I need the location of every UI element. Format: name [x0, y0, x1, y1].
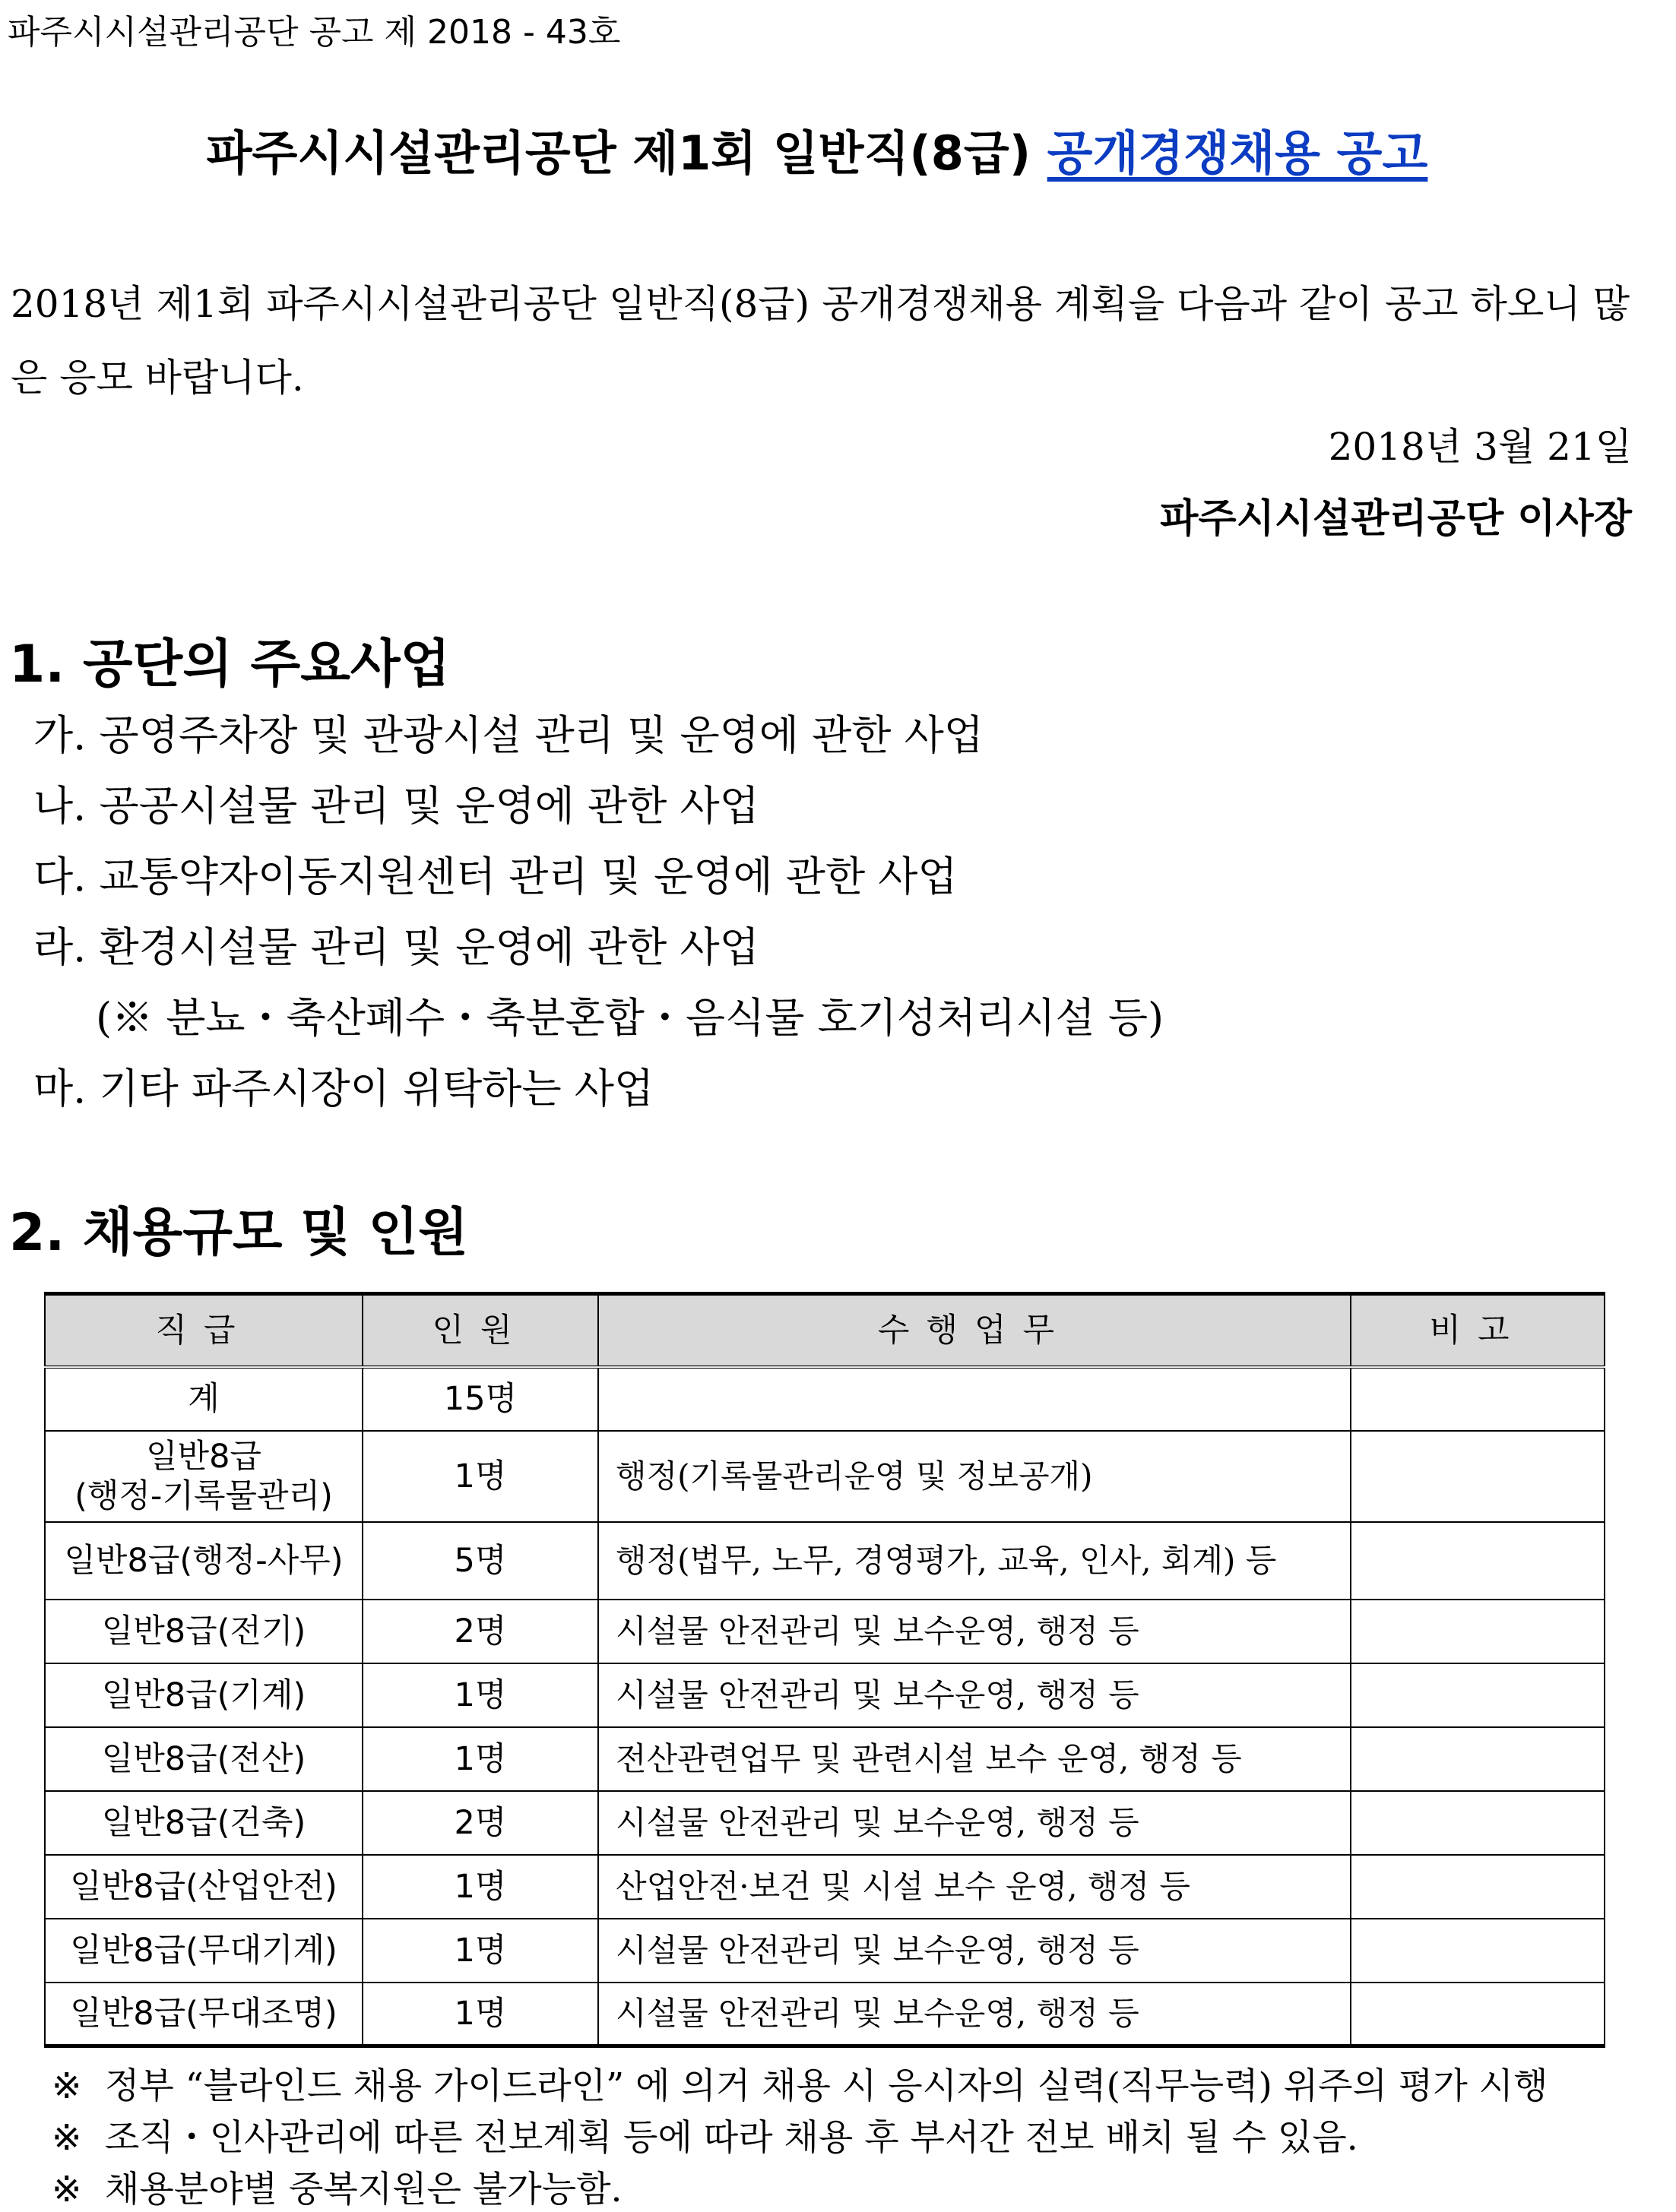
cell-count: 1명 — [363, 1431, 598, 1522]
footnote — [52, 2058, 1548, 2109]
cell-note — [1351, 1431, 1605, 1522]
cell-note — [1351, 1663, 1605, 1727]
cell-count: 1명 — [363, 1855, 598, 1919]
table-row — [45, 1855, 1605, 1919]
header-note: 비고 — [1351, 1294, 1605, 1367]
business-item: 다. 교통약자이동지원센터 관리 및 운영에 관한 사업 — [33, 853, 958, 900]
cell-note — [1351, 1791, 1605, 1855]
notice-number: 파주시시설관리공단 공고 제 2018 - 43호 — [8, 13, 621, 52]
table-header-row — [45, 1294, 1605, 1367]
cell-grade-line1: 일반8급 — [146, 1437, 261, 1476]
table-row — [45, 1522, 1605, 1600]
cell-grade: 일반8급(기계) — [45, 1663, 363, 1727]
footnote-text: 정부 “블라인드 채용 가이드라인” 에 의거 채용 시 응시자의 실력(직무능력) 위주의 평가 시행 — [105, 2065, 1548, 2107]
issuer-name: 파주시시설관리공단 이사장 — [1160, 496, 1632, 542]
cell-note — [1351, 1983, 1605, 2046]
reference-mark-icon: ※ — [52, 2117, 82, 2159]
business-item: 나. 공공시설물 관리 및 운영에 관한 사업 — [33, 782, 759, 830]
cell-grade: 계 — [45, 1367, 363, 1431]
footnote-text: 조직・인사관리에 따른 전보계획 등에 따라 채용 후 부서간 전보 배치 될 수 있음. — [105, 2117, 1358, 2159]
cell-count: 15명 — [363, 1367, 598, 1431]
business-item: 라. 환경시설물 관리 및 운영에 관한 사업 — [33, 923, 759, 971]
cell-duty: 시설물 안전관리 및 보수운영, 행정 등 — [598, 1791, 1351, 1855]
cell-count: 2명 — [363, 1600, 598, 1663]
cell-count: 1명 — [363, 1983, 598, 2046]
cell-duty: 행정(기록물관리운영 및 정보공개) — [598, 1431, 1351, 1522]
cell-count: 1명 — [363, 1663, 598, 1727]
cell-duty: 시설물 안전관리 및 보수운영, 행정 등 — [598, 1983, 1351, 2046]
footnote — [52, 2161, 622, 2212]
cell-duty — [598, 1367, 1351, 1431]
cell-count: 1명 — [363, 1727, 598, 1791]
cell-duty: 산업안전·보건 및 시설 보수 운영, 행정 등 — [598, 1855, 1351, 1919]
cell-duty: 전산관련업무 및 관련시설 보수 운영, 행정 등 — [598, 1727, 1351, 1791]
cell-grade: 일반8급(전산) — [45, 1727, 363, 1791]
title-link[interactable]: 공개경쟁채용 공고 — [1047, 125, 1428, 181]
business-item-note: (※ 분뇨・축산폐수・축분혼합・음식물 호기성처리시설 등) — [96, 994, 1164, 1042]
cell-grade: 일반8급(무대기계) — [45, 1919, 363, 1983]
cell-grade: 일반8급(산업안전) — [45, 1855, 363, 1919]
footnote — [52, 2109, 1358, 2160]
reference-mark-icon: ※ — [52, 2169, 82, 2210]
reference-mark-icon: ※ — [52, 2065, 82, 2107]
title-main: 파주시시설관리공단 제1회 일반직(8급) — [206, 125, 1047, 181]
table-row — [45, 1919, 1605, 1983]
cell-duty: 시설물 안전관리 및 보수운영, 행정 등 — [598, 1663, 1351, 1727]
footnote-text: 채용분야별 중복지원은 불가능함. — [105, 2169, 623, 2210]
section1-title: 1. 공단의 주요사업 — [9, 634, 451, 695]
cell-note — [1351, 1367, 1605, 1431]
table-row — [45, 1431, 1605, 1522]
cell-count: 5명 — [363, 1522, 598, 1600]
table-row — [45, 1727, 1605, 1791]
table-row — [45, 1663, 1605, 1727]
cell-note — [1351, 1522, 1605, 1600]
cell-count: 2명 — [363, 1791, 598, 1855]
notice-date: 2018년 3월 21일 — [1328, 425, 1632, 469]
cell-note — [1351, 1919, 1605, 1983]
cell-grade: 일반8급(전기) — [45, 1600, 363, 1663]
cell-note — [1351, 1727, 1605, 1791]
cell-note — [1351, 1600, 1605, 1663]
business-item: 마. 기타 파주시장이 위탁하는 사업 — [33, 1065, 654, 1112]
header-duty: 수행업무 — [598, 1294, 1351, 1367]
document-title — [0, 116, 1634, 183]
cell-duty: 시설물 안전관리 및 보수운영, 행정 등 — [598, 1919, 1351, 1983]
table-row — [45, 1600, 1605, 1663]
business-item: 가. 공영주차장 및 관광시설 관리 및 운영에 관한 사업 — [33, 711, 984, 759]
table-row — [45, 1983, 1605, 2046]
section2-title: 2. 채용규모 및 인원 — [9, 1203, 468, 1263]
cell-grade-line2: (행정-기록물관리) — [74, 1476, 333, 1515]
cell-duty: 행정(법무, 노무, 경영평가, 교육, 인사, 회계) 등 — [598, 1522, 1351, 1600]
header-grade: 직급 — [45, 1294, 363, 1367]
table-row — [45, 1791, 1605, 1855]
cell-count: 1명 — [363, 1919, 598, 1983]
cell-grade: 일반8급(건축) — [45, 1791, 363, 1855]
cell-grade — [45, 1431, 363, 1522]
cell-note — [1351, 1855, 1605, 1919]
cell-grade: 일반8급(행정-사무) — [45, 1522, 363, 1600]
cell-grade: 일반8급(무대조명) — [45, 1983, 363, 2046]
cell-duty: 시설물 안전관리 및 보수운영, 행정 등 — [598, 1600, 1351, 1663]
staffing-table — [44, 1292, 1605, 2048]
header-count: 인원 — [363, 1294, 598, 1367]
intro-paragraph: 2018년 제1회 파주시시설관리공단 일반직(8급) 공개경쟁채용 계획을 다음과 같이 공고 하오니 많은 응모 바랍니다. — [11, 282, 1630, 400]
table-row-total — [45, 1367, 1605, 1431]
